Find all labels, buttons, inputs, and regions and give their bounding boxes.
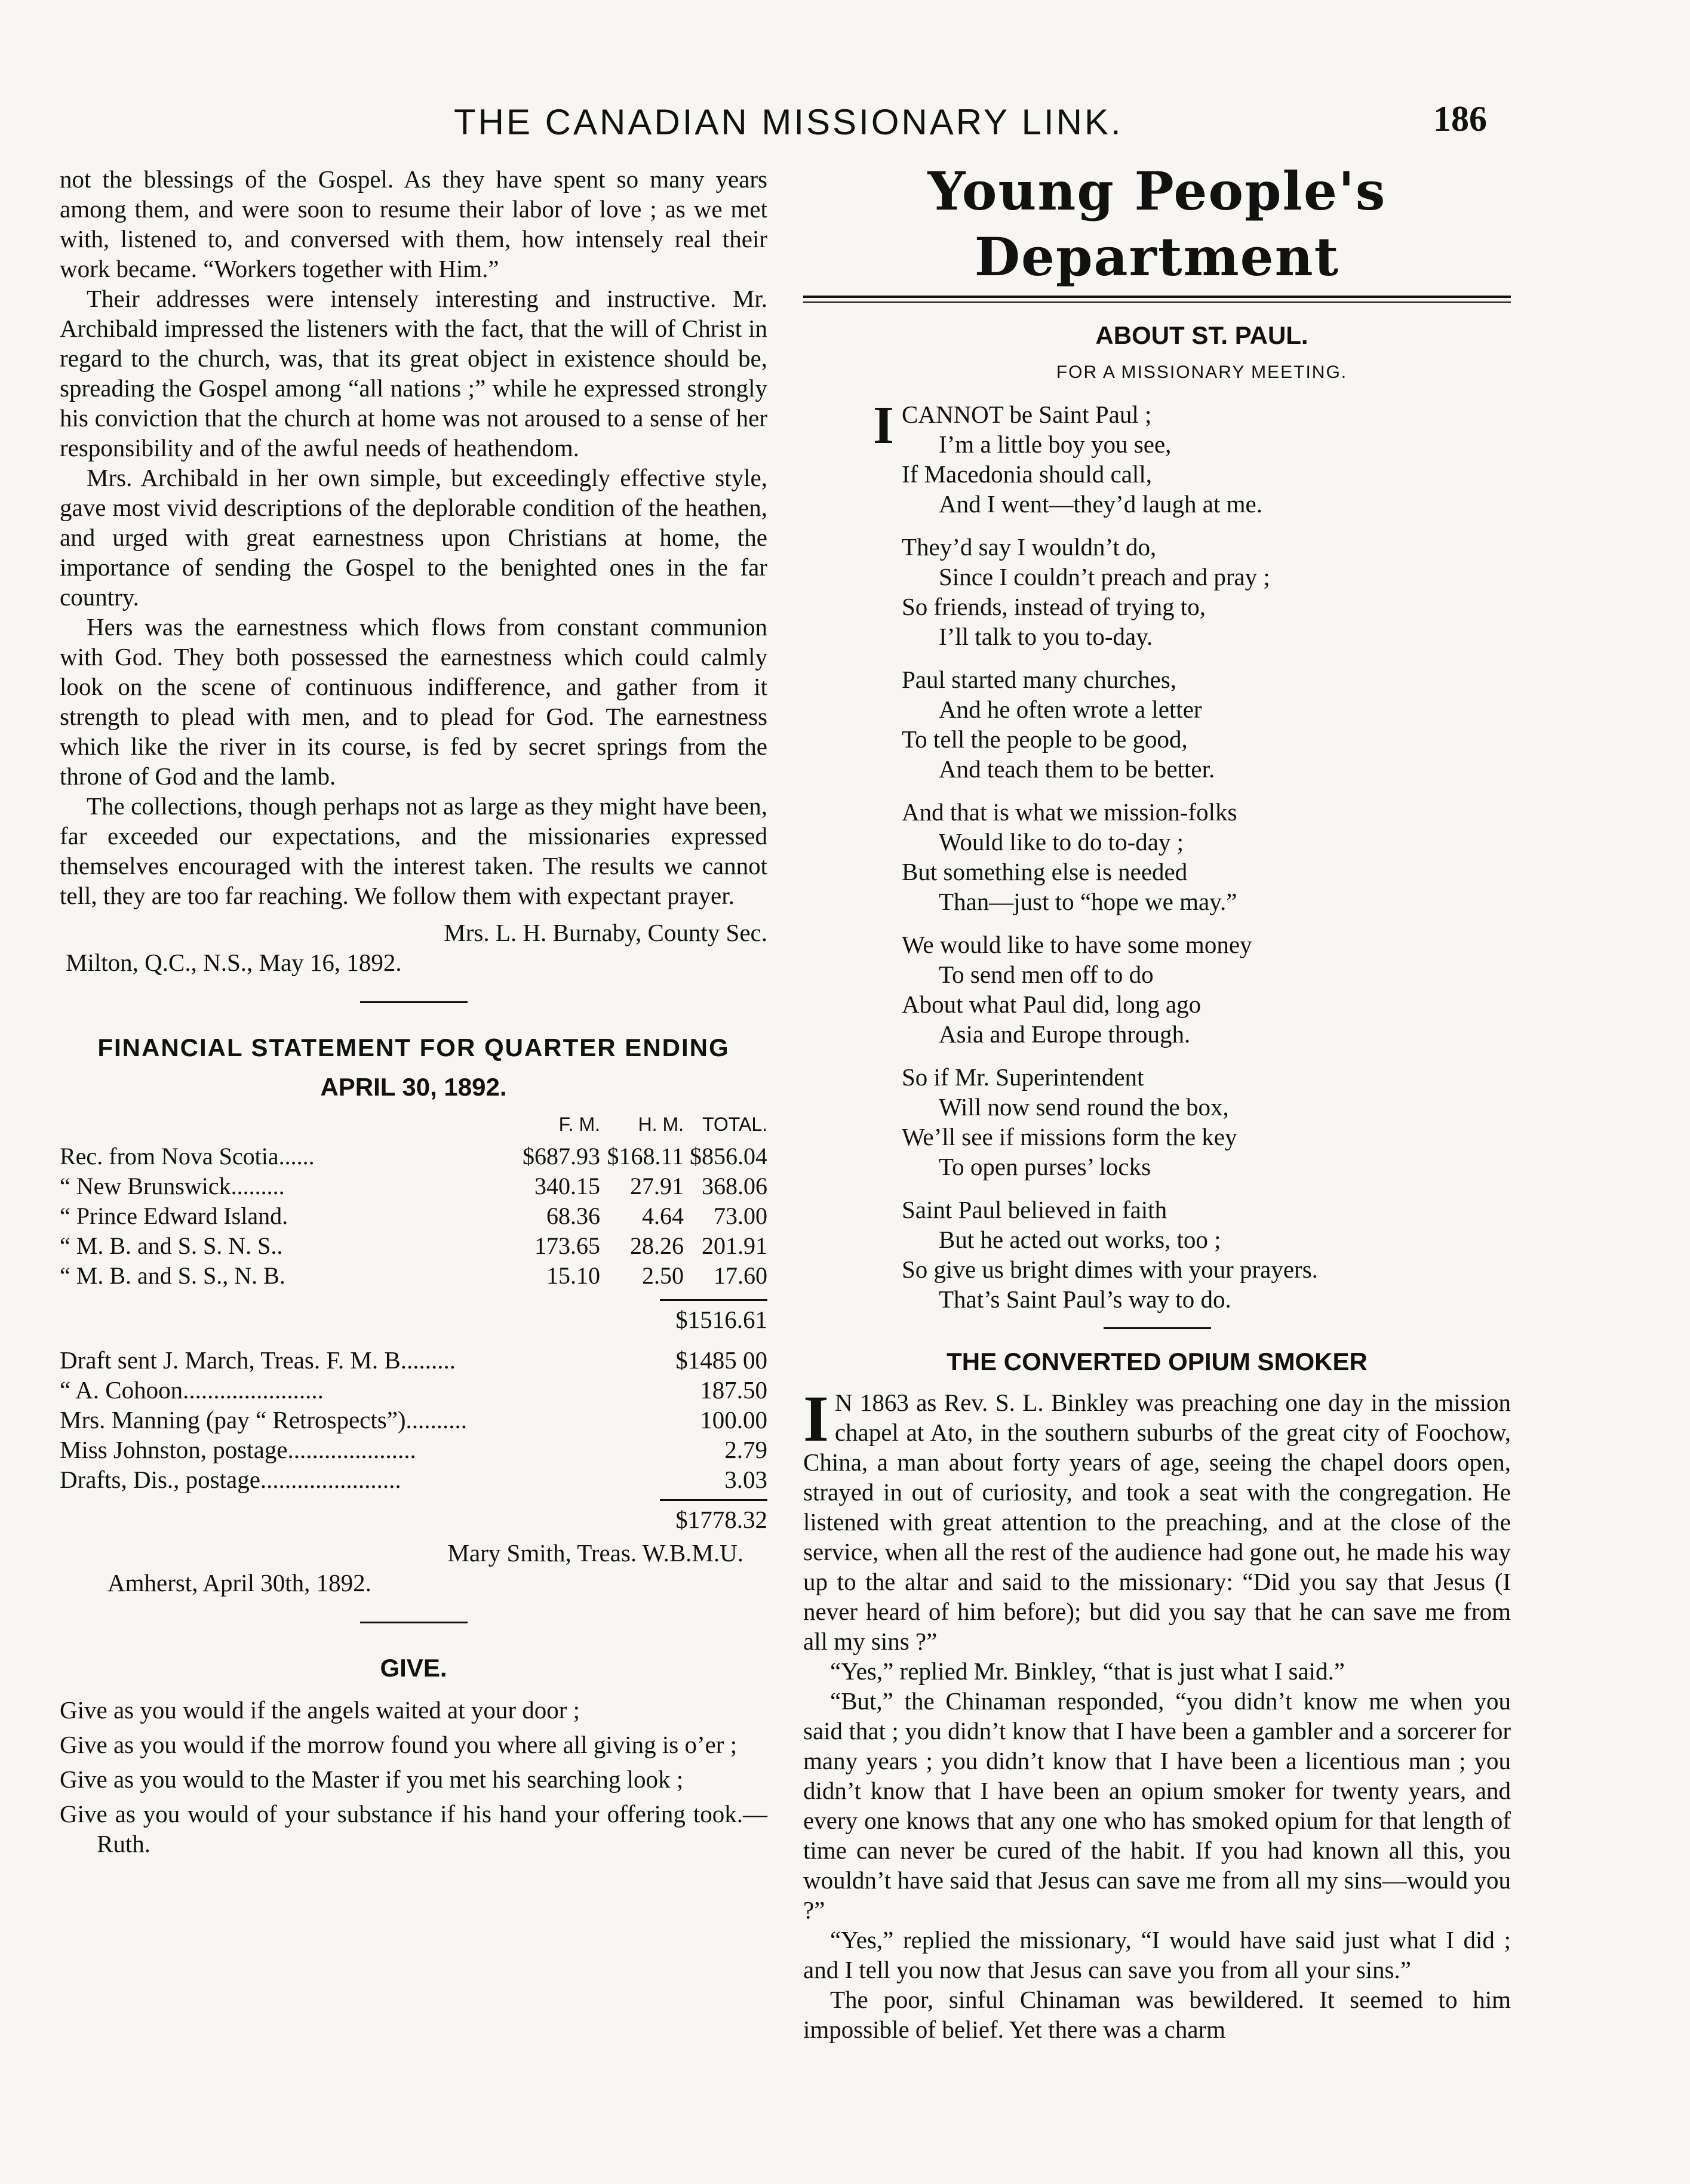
list-item xyxy=(60,1435,767,1465)
running-head: THE CANADIAN MISSIONARY LINK. xyxy=(454,102,1123,142)
poem-line: To open purses’ locks xyxy=(939,1153,1151,1180)
column-header: H. M. xyxy=(638,1113,684,1135)
table-row xyxy=(60,1201,767,1231)
cell-hm: 28.26 xyxy=(630,1232,684,1259)
list-item xyxy=(60,1375,767,1405)
paragraph: Mrs. Archibald in her own simple, but exceedingly effective style, gave most vivid descriptions of the deplorable condition of the heathen, and urged with great earnestness upon Christians at home, the importance of sending the Gospel to the benighted ones in the far country. xyxy=(60,464,767,611)
list-item xyxy=(60,1345,767,1375)
poem-line: Give as you would if the morrow found you where all giving is o’er ; xyxy=(60,1731,738,1758)
cell-total: 17.60 xyxy=(714,1262,767,1289)
poem-title: ABOUT ST. PAUL. xyxy=(1095,321,1308,349)
receipts-total-line xyxy=(60,1299,767,1334)
row-label: “ M. B. and S. S. N. S.. xyxy=(60,1232,283,1259)
drop-cap: I xyxy=(803,1382,829,1455)
poem-line: I’m a little boy you see, xyxy=(939,430,1172,458)
poem-line: So if Mr. Superintendent xyxy=(902,1063,1144,1091)
divider xyxy=(360,1001,468,1003)
financial-subtitle: APRIL 30, 1892. xyxy=(320,1073,507,1101)
cell-total: 73.00 xyxy=(714,1202,767,1229)
story-title: THE CONVERTED OPIUM SMOKER xyxy=(947,1348,1368,1376)
cell-hm: 2.50 xyxy=(642,1262,684,1289)
cell-fm: $687.93 xyxy=(523,1143,600,1170)
poem-line: Paul started many churches, xyxy=(902,666,1176,693)
divider xyxy=(360,1622,468,1623)
poem-line: And that is what we mission-folks xyxy=(902,798,1237,826)
poem-line: And teach them to be better. xyxy=(939,755,1215,783)
opium-smoker-story xyxy=(803,1382,1511,2044)
drop-cap: I xyxy=(873,396,895,455)
poem-line: Than—just to “hope we may.” xyxy=(939,888,1237,915)
draft-amount: 2.79 xyxy=(724,1436,767,1463)
receipts-table xyxy=(60,1109,767,1291)
list-item xyxy=(60,1465,767,1494)
cell-hm: $168.11 xyxy=(607,1143,684,1170)
poem-line: Will now send round the box, xyxy=(939,1093,1229,1121)
poem-line: So friends, instead of trying to, xyxy=(902,593,1206,620)
draft-amount: 3.03 xyxy=(724,1466,767,1493)
poem-line: But he acted out works, too ; xyxy=(939,1226,1221,1253)
paragraph: N 1863 as Rev. S. L. Binkley was preaching one day in the mission chapel at Ato, in the southern suburbs of the great city of Foochow, China, a man about forty years of age, seeing the chapel doors open, strayed in out of curiosity, and took a seat with the congregation. He listened with great attention to the preaching, and at the close of the service, when all the rest of the audience had gone out, he made his way up to the altar and said to the missionary: “Did you say that Jesus (I never heard of him before); but did you say that he can save me from all my sins ?” xyxy=(803,1389,1511,1655)
paragraph: “But,” the Chinaman responded, “you didn’t know me when you said that ; you didn’t know that I have been a gambler and a sorcerer for many years ; you didn’t know that I have been a licentious man ; you didn’t know that I have been an opium smoker for twenty years, and every one knows that any one who has smoked opium for that length of time can never be cured of the habit. If you had known all this, you wouldn’t have said that Jesus can save me from all my sins—would you ?” xyxy=(803,1687,1511,1924)
department-title: Young People's Department xyxy=(927,160,1387,288)
paragraph: “Yes,” replied Mr. Binkley, “that is just what I said.” xyxy=(830,1657,1345,1685)
drafts-total-line xyxy=(60,1499,767,1534)
poem-line: So give us bright dimes with your prayers. xyxy=(902,1256,1318,1283)
column-header: TOTAL. xyxy=(702,1113,767,1135)
draft-amount: 187.50 xyxy=(700,1376,767,1404)
poem-line: I’ll talk to you to-day. xyxy=(939,623,1153,650)
financial-dateline: Amherst, April 30th, 1892. xyxy=(107,1569,371,1597)
cell-total: 201.91 xyxy=(702,1232,767,1259)
poem-line: Give as you would to the Master if you met his searching look ; xyxy=(60,1765,684,1793)
left-column xyxy=(60,164,767,1863)
table-row xyxy=(60,1261,767,1291)
page-number: 186 xyxy=(1433,99,1487,139)
poem-line: CANNOT be Saint Paul ; xyxy=(902,401,1152,428)
poem-line: To send men off to do xyxy=(939,961,1154,988)
poem-line: Saint Paul believed in faith xyxy=(902,1196,1167,1223)
draft-label: Mrs. Manning (pay “ Retrospects”).......... xyxy=(60,1406,468,1434)
about-st-paul-poem xyxy=(803,396,1511,1314)
poem-subtitle: FOR A MISSIONARY MEETING. xyxy=(1056,362,1348,382)
stanza xyxy=(902,797,1511,916)
dateline: Milton, Q.C., N.S., May 16, 1892. xyxy=(66,949,402,976)
row-label: “ New Brunswick......... xyxy=(60,1173,285,1199)
row-label: “ Prince Edward Island. xyxy=(60,1202,288,1229)
poem-line: And he often wrote a letter xyxy=(939,696,1202,723)
cell-fm: 173.65 xyxy=(534,1232,600,1259)
stanza xyxy=(902,532,1511,651)
table-row xyxy=(60,1142,767,1171)
stanza xyxy=(873,396,1511,519)
cell-total: 368.06 xyxy=(702,1173,767,1199)
stanza xyxy=(902,1195,1511,1314)
cell-hm: 27.91 xyxy=(630,1173,684,1199)
cell-fm: 68.36 xyxy=(546,1202,600,1229)
draft-label: Drafts, Dis., postage....................... xyxy=(60,1466,401,1493)
poem-line: Asia and Europe through. xyxy=(939,1020,1191,1048)
drafts-list xyxy=(60,1345,767,1494)
draft-label: “ A. Cohoon....................... xyxy=(60,1376,324,1404)
poem-line: But something else is needed xyxy=(902,858,1188,885)
draft-label: Draft sent J. March, Treas. F. M. B......... xyxy=(60,1346,456,1374)
paragraph: The collections, though perhaps not as large as they might have been, far exceeded our expectations, and the missionaries expressed themselves encouraged with the interest taken. The results we cannot tell, they are too far reaching. We follow them with expectant prayer. xyxy=(60,792,767,909)
drafts-total: $1778.32 xyxy=(660,1499,767,1534)
treasurer-signature: Mary Smith, Treas. W.B.M.U. xyxy=(447,1539,743,1567)
poem-line: They’d say I wouldn’t do, xyxy=(902,533,1157,561)
give-poem xyxy=(60,1695,767,1859)
poem-line: Give as you would if the angels waited at your door ; xyxy=(60,1696,580,1724)
right-column xyxy=(803,158,1511,2044)
table-row xyxy=(60,1171,767,1201)
cell-fm: 340.15 xyxy=(534,1173,600,1199)
cell-hm: 4.64 xyxy=(642,1202,684,1229)
county-secretary-signature: Mrs. L. H. Burnaby, County Sec. xyxy=(444,919,767,946)
poem-line: About what Paul did, long ago xyxy=(902,991,1202,1018)
stanza xyxy=(902,930,1511,1049)
paragraph: Hers was the earnestness which flows from constant communion with God. They both possessed the earnestness which could calmly look on the scene of continuous indifference, and gather from it strength to plead with men, and to plead for God. The earnestness which like the river in its course, is fed by secret springs from the throne of God and the lamb. xyxy=(60,613,767,790)
poem-line: And I went—they’d laugh at me. xyxy=(939,490,1262,518)
poem-line: If Macedonia should call, xyxy=(902,460,1152,488)
poem-line: Give as you would of your substance if his hand your offering took.—Ruth. xyxy=(60,1800,767,1857)
row-label: “ M. B. and S. S., N. B. xyxy=(60,1262,285,1289)
poem-line: That’s Saint Paul’s way to do. xyxy=(939,1285,1231,1313)
give-title: GIVE. xyxy=(380,1654,447,1682)
draft-label: Miss Johnston, postage..................... xyxy=(60,1436,416,1463)
divider xyxy=(1104,1327,1211,1329)
paragraph: “Yes,” replied the missionary, “I would have said just what I did ; and I tell you now that Jesus can save you from all your sins.” xyxy=(803,1926,1511,1983)
stanza xyxy=(902,665,1511,784)
page-header xyxy=(0,101,1690,149)
poem-line: To tell the people to be good, xyxy=(902,725,1188,753)
draft-amount: $1485 00 xyxy=(675,1346,767,1374)
paragraph: The poor, sinful Chinaman was bewildered. It seemed to him impossible of belief. Yet there was a charm xyxy=(803,1986,1511,2043)
cell-fm: 15.10 xyxy=(546,1262,600,1289)
poem-line: Would like to do to-day ; xyxy=(939,828,1184,856)
financial-title: FINANCIAL STATEMENT FOR QUARTER ENDING xyxy=(97,1033,730,1062)
row-label: Rec. from Nova Scotia...... xyxy=(60,1143,315,1170)
receipts-total: $1516.61 xyxy=(660,1299,767,1334)
cell-total: $856.04 xyxy=(690,1143,767,1170)
draft-amount: 100.00 xyxy=(700,1406,767,1434)
list-item xyxy=(60,1405,767,1435)
column-header: F. M. xyxy=(558,1113,600,1135)
paragraph: not the blessings of the Gospel. As they have spent so many years among them, and were soon to resume their labor of love ; as we met with, listened to, and conversed with them, how intensely real their work became. “Workers together with Him.” xyxy=(60,165,767,282)
poem-line: We’ll see if missions form the key xyxy=(902,1123,1237,1151)
poem-line: We would like to have some money xyxy=(902,931,1252,958)
paragraph: Their addresses were intensely interesting and instructive. Mr. Archibald impressed the listeners with the fact, that the will of Christ in regard to the church, was, that its great object in existence should be, spreading the Gospel among “all nations ;” while he expressed strongly his conviction that the church at home was not aroused to a sense of her responsibility and of the awful needs of heathendom. xyxy=(60,285,767,462)
title-rule xyxy=(803,296,1511,303)
poem-line: Since I couldn’t preach and pray ; xyxy=(939,563,1270,590)
table-row xyxy=(60,1231,767,1261)
stanza xyxy=(902,1062,1511,1182)
